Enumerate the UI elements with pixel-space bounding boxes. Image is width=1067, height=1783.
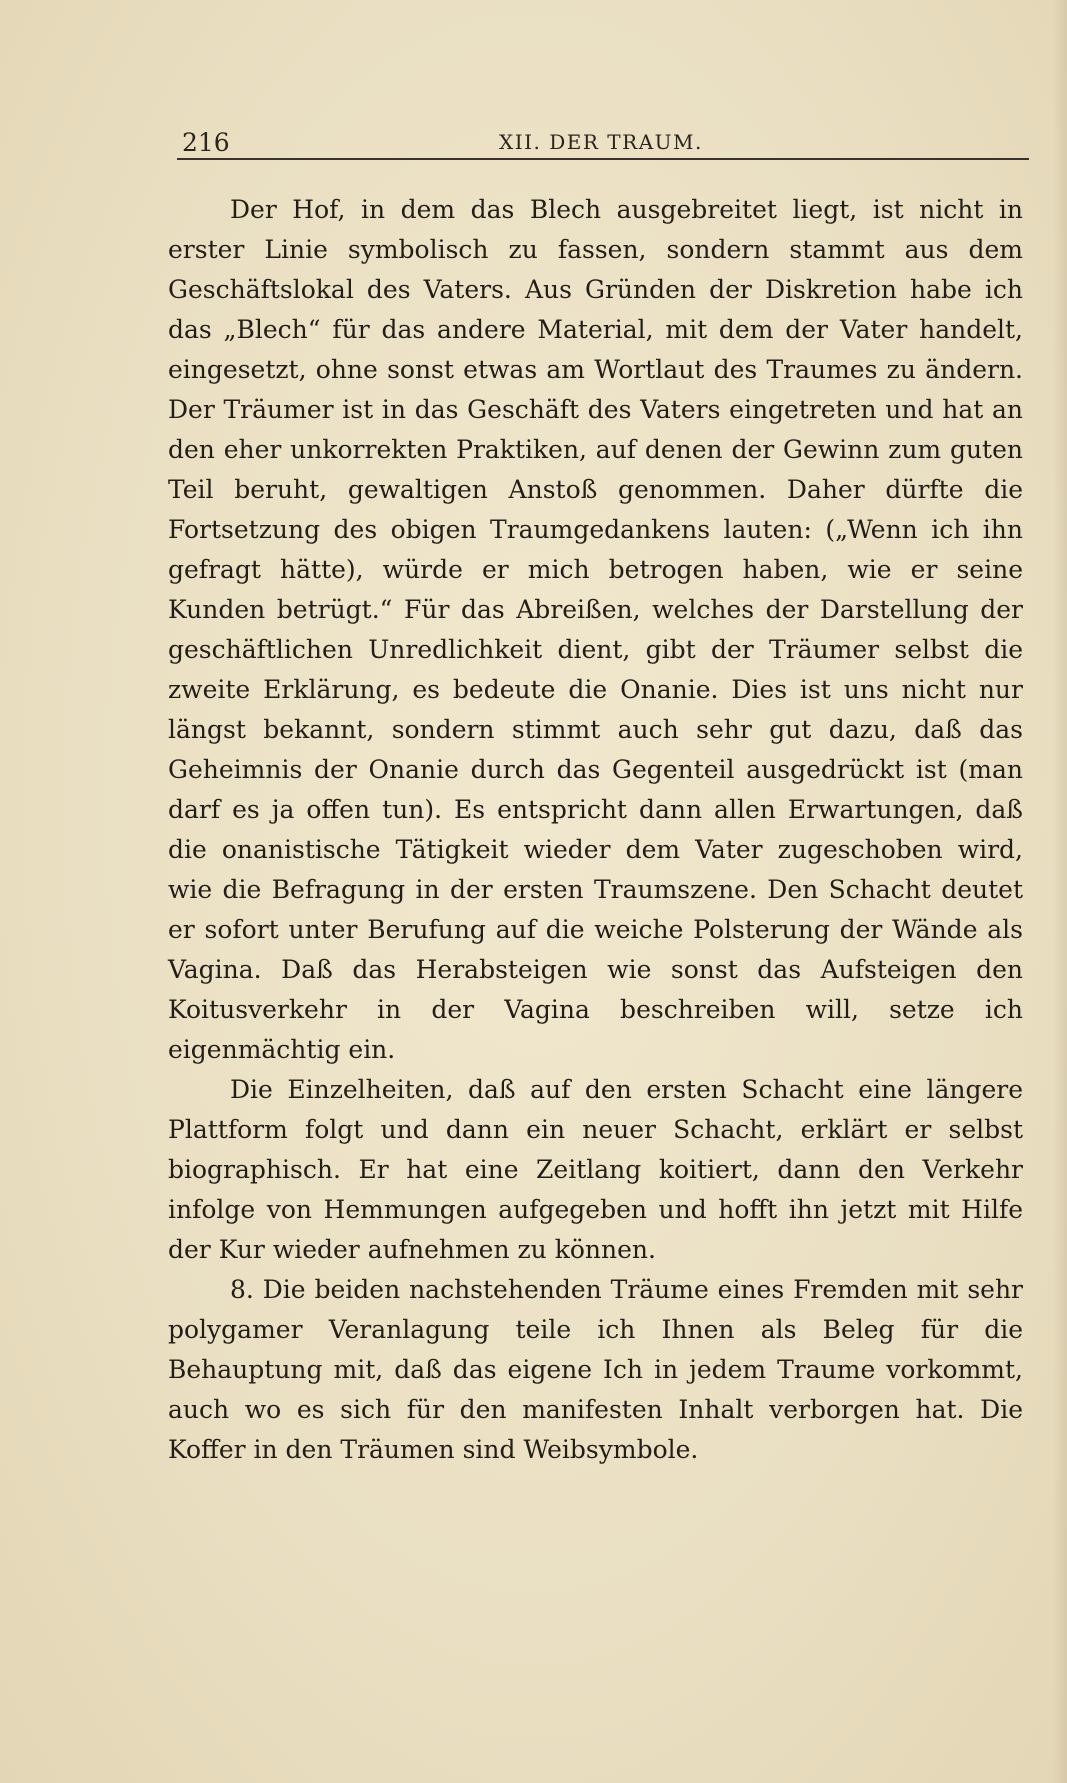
page-header: [177, 118, 1029, 160]
paragraph: Der Hof, in dem das Blech ausgebreitet liegt, ist nicht in erster Linie symbolisch zu fassen, sondern stammt aus dem Geschäftslokal des Vaters. Aus Gründen der Diskretion habe ich das „Blech“ für das andere Material, mit dem der Vater handelt, eingesetzt, ohne sonst etwas am Wortlaut des Traumes zu ändern. Der Träumer ist in das Geschäft des Vaters eingetreten und hat an den eher unkorrekten Praktiken, auf denen der Gewinn zum guten Teil beruht, gewaltigen Anstoß genommen. Daher dürfte die Fortsetzung des obigen Traumgedankens lauten: („Wenn ich ihn gefragt hätte), würde er mich betrogen haben, wie er seine Kunden betrügt.“ Für das Abreißen, welches der Darstellung der geschäftlichen Unredlichkeit dient, gibt der Träumer selbst die zweite Erklärung, es bedeute die Onanie. Dies ist uns nicht nur längst bekannt, sondern stimmt auch sehr gut dazu, daß das Geheimnis der Onanie durch das Gegenteil ausgedrückt ist (man darf es ja offen tun). Es entspricht dann allen Erwartungen, daß die onanistische Tätigkeit wieder dem Vater zugeschoben wird, wie die Befragung in der ersten Traumszene. Den Schacht deutet er sofort unter Berufung auf die weiche Polsterung der Wände als Vagina. Daß das Herabsteigen wie sonst das Aufsteigen den Koitusverkehr in der Vagina beschreiben will, setze ich eigenmächtig ein.: [168, 195, 1023, 1064]
page-number: 216: [182, 128, 230, 157]
page-edge-shadow: [1053, 0, 1067, 1783]
body-text: [168, 190, 1023, 1470]
running-head: XII. DER TRAUM.: [499, 130, 703, 154]
paragraph: 8. Die beiden nachstehenden Träume eines Fremden mit sehr polygamer Veranlagung teile ich Ihnen als Beleg für die Behauptung mit, daß das eigene Ich in jedem Traume vorkommt, auch wo es sich für den manifesten Inhalt verborgen hat. Die Koffer in den Träumen sind Weibsymbole.: [168, 1275, 1023, 1464]
paragraph: Die Einzelheiten, daß auf den ersten Schacht eine längere Plattform folgt und dann ein neuer Schacht, erklärt er selbst biographisch. Er hat eine Zeitlang koitiert, dann den Verkehr infolge von Hemmungen aufgegeben und hofft ihn jetzt mit Hilfe der Kur wieder aufnehmen zu können.: [168, 1075, 1023, 1264]
